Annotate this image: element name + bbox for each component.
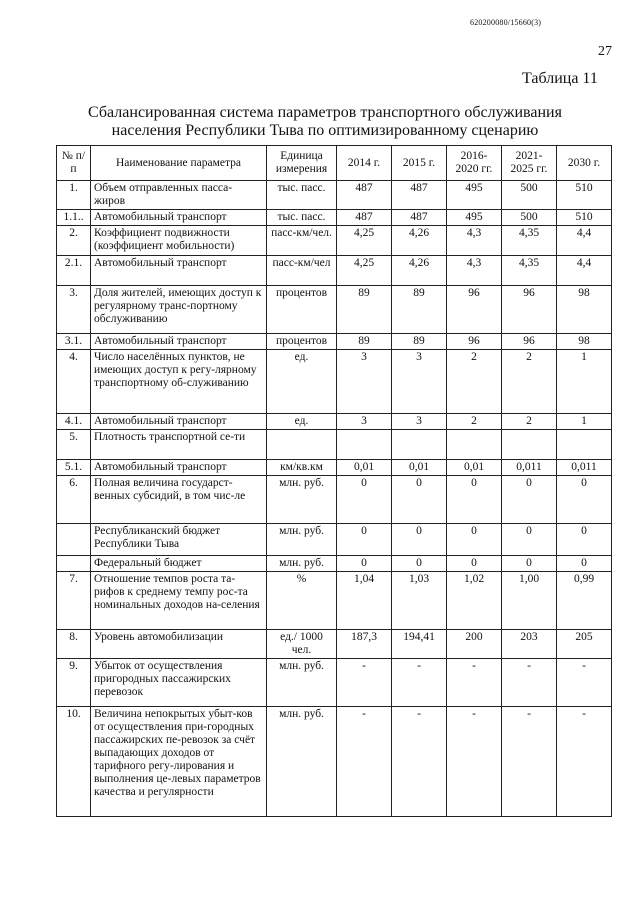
- unit: тыс. пасс.: [267, 181, 337, 210]
- row-number: 5.: [57, 430, 91, 460]
- unit: ед./ 1000 чел.: [267, 630, 337, 659]
- unit: млн. руб.: [267, 659, 337, 707]
- table-row: [57, 524, 612, 556]
- table-header-row: [57, 146, 612, 181]
- value-2015: -: [392, 659, 447, 707]
- document-number: 620200080/15660(3): [470, 18, 542, 27]
- table-title-line-1: Сбалансированная система параметров транспортного обслуживания: [88, 104, 562, 121]
- value-2030: 0,99: [557, 572, 612, 630]
- value-2016-2020: -: [447, 659, 502, 707]
- value-2016-2020: -: [447, 707, 502, 817]
- value-2021-2025: [502, 430, 557, 460]
- parameter-name: Автомобильный транспорт: [91, 256, 267, 286]
- parameter-name: Доля жителей, имеющих доступ к регулярному транс-портному обслуживанию: [91, 286, 267, 334]
- value-2015: 0: [392, 524, 447, 556]
- row-number: 1.: [57, 181, 91, 210]
- value-2021-2025: 4,35: [502, 256, 557, 286]
- parameter-name: Коэффициент подвижности (коэффициент мобильности): [91, 226, 267, 256]
- value-2030: 0: [557, 524, 612, 556]
- row-number: [57, 524, 91, 556]
- table-row: [57, 350, 612, 414]
- value-2015: [392, 430, 447, 460]
- value-2014: 3: [337, 350, 392, 414]
- value-2015: 4,26: [392, 256, 447, 286]
- row-number: 2.: [57, 226, 91, 256]
- row-number: 2.1.: [57, 256, 91, 286]
- value-2015: 4,26: [392, 226, 447, 256]
- value-2021-2025: 0: [502, 524, 557, 556]
- value-2030: -: [557, 659, 612, 707]
- table-row: [57, 630, 612, 659]
- value-2015: 89: [392, 334, 447, 350]
- value-2021-2025: 500: [502, 181, 557, 210]
- unit: млн. руб.: [267, 707, 337, 817]
- unit: млн. руб.: [267, 556, 337, 572]
- value-2014: 487: [337, 210, 392, 226]
- row-number: 9.: [57, 659, 91, 707]
- row-number: 10.: [57, 707, 91, 817]
- header-2014: 2014 г.: [337, 146, 392, 181]
- value-2016-2020: 495: [447, 181, 502, 210]
- unit: ед.: [267, 414, 337, 430]
- value-2014: -: [337, 707, 392, 817]
- unit: млн. руб.: [267, 524, 337, 556]
- value-2030: 98: [557, 286, 612, 334]
- value-2014: 89: [337, 334, 392, 350]
- parameter-name: Автомобильный транспорт: [91, 210, 267, 226]
- unit: %: [267, 572, 337, 630]
- value-2016-2020: 1,02: [447, 572, 502, 630]
- header-2021-2025: 2021- 2025 гг.: [502, 146, 557, 181]
- value-2021-2025: -: [502, 659, 557, 707]
- value-2030: 1: [557, 414, 612, 430]
- value-2014: 89: [337, 286, 392, 334]
- value-2015: 487: [392, 181, 447, 210]
- value-2021-2025: 203: [502, 630, 557, 659]
- row-number: [57, 556, 91, 572]
- row-number: 5.1.: [57, 460, 91, 476]
- table-row: [57, 226, 612, 256]
- value-2016-2020: 200: [447, 630, 502, 659]
- parameters-table: [56, 145, 612, 817]
- parameter-name: Убыток от осуществления пригородных пассажирских перевозок: [91, 659, 267, 707]
- table-row: [57, 414, 612, 430]
- header-2015: 2015 г.: [392, 146, 447, 181]
- value-2014: 1,04: [337, 572, 392, 630]
- unit: пасс-км/чел: [267, 256, 337, 286]
- parameter-name: Автомобильный транспорт: [91, 414, 267, 430]
- table-label: Таблица 11: [522, 70, 598, 87]
- value-2016-2020: 2: [447, 414, 502, 430]
- unit: км/кв.км: [267, 460, 337, 476]
- parameter-name: Число населённых пунктов, не имеющих доступ к регу-лярному транспортному об-служиванию: [91, 350, 267, 414]
- table-row: [57, 210, 612, 226]
- unit: тыс. пасс.: [267, 210, 337, 226]
- value-2016-2020: 0: [447, 524, 502, 556]
- table-row: [57, 286, 612, 334]
- value-2021-2025: 96: [502, 286, 557, 334]
- value-2014: 0: [337, 476, 392, 524]
- value-2030: 98: [557, 334, 612, 350]
- value-2014: 187,3: [337, 630, 392, 659]
- value-2021-2025: 1,00: [502, 572, 557, 630]
- value-2030: [557, 430, 612, 460]
- table-title: [60, 104, 590, 140]
- unit: процентов: [267, 334, 337, 350]
- value-2016-2020: 96: [447, 334, 502, 350]
- value-2014: -: [337, 659, 392, 707]
- row-number: 1.1..: [57, 210, 91, 226]
- value-2015: -: [392, 707, 447, 817]
- value-2015: 3: [392, 350, 447, 414]
- row-number: 3.: [57, 286, 91, 334]
- value-2015: 3: [392, 414, 447, 430]
- value-2015: 194,41: [392, 630, 447, 659]
- row-number: 7.: [57, 572, 91, 630]
- unit: процентов: [267, 286, 337, 334]
- table-row: [57, 460, 612, 476]
- parameter-name: Величина непокрытых убыт-ков от осуществления при-городных пассажирских пе-ревозок за счёт выпадающих доходов от тарифного регу-лирования и выполнения це-левых параметров качества и регулярности: [91, 707, 267, 817]
- value-2021-2025: 500: [502, 210, 557, 226]
- table-row: [57, 707, 612, 817]
- value-2021-2025: 2: [502, 414, 557, 430]
- table-row: [57, 556, 612, 572]
- value-2016-2020: 4,3: [447, 256, 502, 286]
- header-2016-2020: 2016- 2020 гг.: [447, 146, 502, 181]
- parameter-name: Республиканский бюджет Республики Тыва: [91, 524, 267, 556]
- value-2016-2020: 0: [447, 556, 502, 572]
- value-2030: 0: [557, 476, 612, 524]
- unit: пасс-км/чел.: [267, 226, 337, 256]
- value-2021-2025: 4,35: [502, 226, 557, 256]
- value-2015: 0: [392, 476, 447, 524]
- value-2021-2025: 0,011: [502, 460, 557, 476]
- value-2016-2020: 2: [447, 350, 502, 414]
- value-2016-2020: [447, 430, 502, 460]
- parameter-name: Федеральный бюджет: [91, 556, 267, 572]
- parameter-name: Уровень автомобилизации: [91, 630, 267, 659]
- parameter-name: Отношение темпов роста та-рифов к среднему темпу рос-та номинальных доходов на-селения: [91, 572, 267, 630]
- table-title-line-2: населения Республики Тыва по оптимизированному сценарию: [111, 122, 539, 139]
- row-number: 6.: [57, 476, 91, 524]
- table-row: [57, 334, 612, 350]
- parameter-name: Плотность транспортной се-ти: [91, 430, 267, 460]
- value-2014: [337, 430, 392, 460]
- value-2021-2025: 2: [502, 350, 557, 414]
- parameter-name: Полная величина государст-венных субсидий, в том чис-ле: [91, 476, 267, 524]
- value-2014: 487: [337, 181, 392, 210]
- value-2015: 89: [392, 286, 447, 334]
- unit: ед.: [267, 350, 337, 414]
- value-2015: 0: [392, 556, 447, 572]
- value-2015: 487: [392, 210, 447, 226]
- value-2016-2020: 0: [447, 476, 502, 524]
- table-row: [57, 256, 612, 286]
- value-2016-2020: 0,01: [447, 460, 502, 476]
- value-2015: 0,01: [392, 460, 447, 476]
- unit: [267, 430, 337, 460]
- row-number: 4.: [57, 350, 91, 414]
- table-row: [57, 659, 612, 707]
- value-2021-2025: 0: [502, 556, 557, 572]
- header-num: № п/п: [57, 146, 91, 181]
- value-2016-2020: 495: [447, 210, 502, 226]
- value-2014: 0: [337, 524, 392, 556]
- parameter-name: Автомобильный транспорт: [91, 460, 267, 476]
- parameter-name: Объем отправленных пасса-жиров: [91, 181, 267, 210]
- value-2016-2020: 96: [447, 286, 502, 334]
- value-2015: 1,03: [392, 572, 447, 630]
- value-2016-2020: 4,3: [447, 226, 502, 256]
- value-2030: 0: [557, 556, 612, 572]
- value-2030: -: [557, 707, 612, 817]
- value-2014: 0,01: [337, 460, 392, 476]
- row-number: 8.: [57, 630, 91, 659]
- value-2030: 1: [557, 350, 612, 414]
- row-number: 4.1.: [57, 414, 91, 430]
- value-2030: 510: [557, 181, 612, 210]
- value-2021-2025: -: [502, 707, 557, 817]
- value-2030: 4,4: [557, 256, 612, 286]
- value-2030: 0,011: [557, 460, 612, 476]
- value-2030: 510: [557, 210, 612, 226]
- value-2014: 0: [337, 556, 392, 572]
- parameter-name: Автомобильный транспорт: [91, 334, 267, 350]
- header-2030: 2030 г.: [557, 146, 612, 181]
- value-2014: 3: [337, 414, 392, 430]
- header-unit: Единица измерения: [267, 146, 337, 181]
- table-row: [57, 430, 612, 460]
- value-2030: 205: [557, 630, 612, 659]
- header-name: Наименование параметра: [91, 146, 267, 181]
- page-number: 27: [598, 44, 612, 59]
- table-row: [57, 476, 612, 524]
- value-2014: 4,25: [337, 226, 392, 256]
- value-2014: 4,25: [337, 256, 392, 286]
- value-2021-2025: 0: [502, 476, 557, 524]
- table-row: [57, 572, 612, 630]
- unit: млн. руб.: [267, 476, 337, 524]
- value-2021-2025: 96: [502, 334, 557, 350]
- value-2030: 4,4: [557, 226, 612, 256]
- row-number: 3.1.: [57, 334, 91, 350]
- table-row: [57, 181, 612, 210]
